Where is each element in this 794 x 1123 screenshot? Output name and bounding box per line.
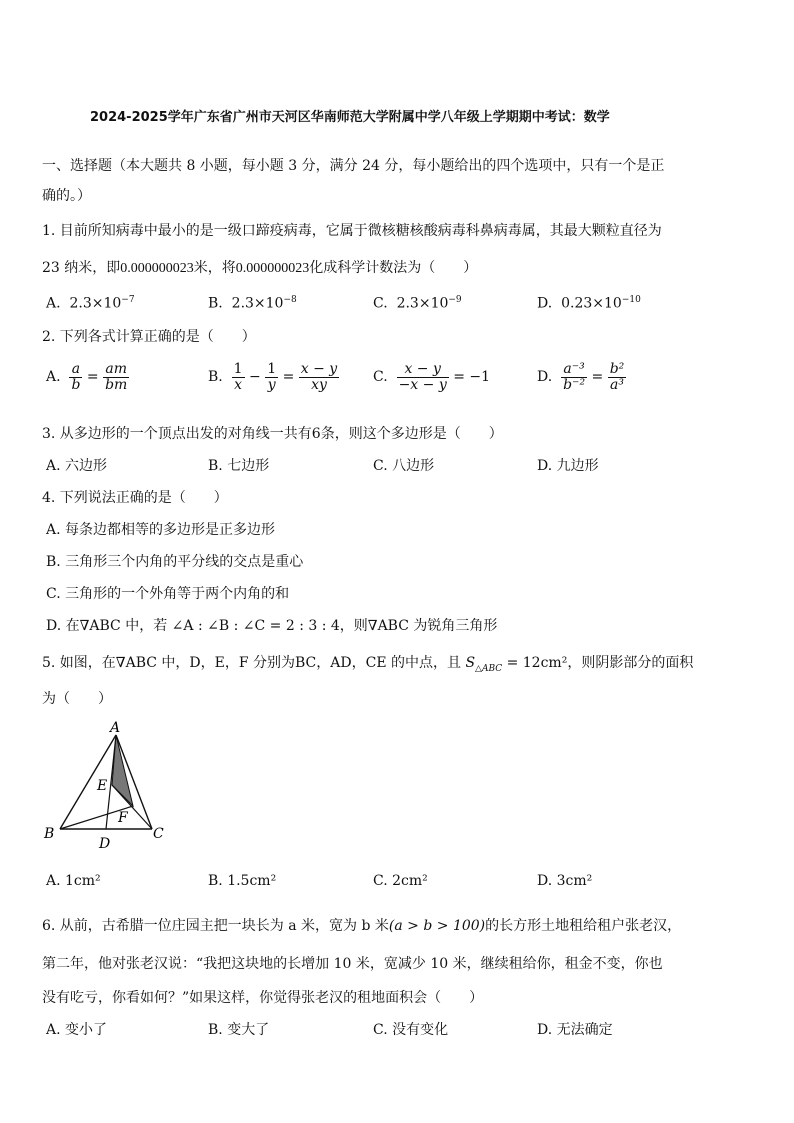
- q6-line2: 第二年，他对张老汉说：“我把这块地的长增加 10 米，宽减少 10 米，继续租给你，租金不变，你也: [42, 956, 663, 972]
- q5-line1: [42, 652, 693, 674]
- q2-option-c[interactable]: [373, 362, 490, 392]
- fraction: $\frac{am}{bm}$: [105, 361, 128, 393]
- page-title: 2024-2025学年广东省广州市天河区华南师范大学附属中学八年级上学期期中考试：数学: [90, 110, 610, 125]
- vertex-label-c: C: [153, 826, 164, 842]
- option-value: 0.23×10: [561, 295, 622, 312]
- option-label: C.: [373, 369, 388, 386]
- q6-line1-a: 6. 从前，古希腊一位庄园主把一块长为 a 米，宽为 b 米: [42, 918, 389, 934]
- q4-stem: 4. 下列说法正确的是（ ）: [42, 490, 228, 506]
- q1-line2-c: 化成科学计数法为（ ）: [309, 260, 478, 276]
- option-value: 2.3×10: [231, 295, 284, 312]
- area-subscript: △ABC: [475, 663, 503, 674]
- equation-rhs: = −1: [453, 369, 491, 386]
- point-label-e: E: [97, 778, 108, 794]
- q1-option-b[interactable]: [208, 295, 297, 312]
- q4-option-b[interactable]: B. 三角形三个内角的平分线的交点是重心: [46, 554, 304, 570]
- point-label-d: D: [99, 836, 111, 852]
- fraction: $\frac{\text{b²}}{\text{a³}}$: [609, 361, 625, 393]
- q3-option-c[interactable]: C. 八边形: [373, 458, 435, 474]
- section-header-line2: 确的。）: [42, 188, 91, 204]
- option-label: A.: [46, 295, 61, 312]
- fraction: $\frac{1}{x}$: [233, 361, 243, 393]
- q3-option-d[interactable]: D. 九边形: [537, 458, 599, 474]
- q1-option-a[interactable]: [46, 295, 135, 312]
- q1-line2-a: 23 纳米，即: [42, 260, 121, 276]
- vertex-label-b: B: [44, 826, 55, 842]
- q6-line1: [42, 915, 681, 935]
- q1-number-2: 0.000000023: [235, 261, 310, 276]
- q2-stem: 2. 下列各式计算正确的是（ ）: [42, 329, 256, 345]
- q5-option-c[interactable]: C. 2cm²: [373, 873, 428, 889]
- q1-line1: 1. 目前所知病毒中最小的是一级口蹄疫病毒，它属于微核糖核酸病毒科鼻病毒属，其最大颗粒直径为: [42, 223, 662, 239]
- q6-line1-b: 的长方形土地租给租户张老汉，: [485, 918, 682, 934]
- q3-stem: 3. 从多边形的一个顶点出发的对角线一共有6条，则这个多边形是（ ）: [42, 426, 503, 442]
- option-value: 2.3×10: [69, 295, 122, 312]
- option-value: 2.3×10: [396, 295, 449, 312]
- triangle-figure: [40, 718, 180, 853]
- q6-option-c[interactable]: C. 没有变化: [373, 1022, 449, 1038]
- q4-option-c[interactable]: C. 三角形的一个外角等于两个内角的和: [46, 586, 290, 602]
- q6-option-b[interactable]: B. 变大了: [208, 1022, 270, 1038]
- area-value: = 12cm²: [506, 655, 568, 671]
- fraction: $\frac{a}{b}$: [71, 361, 81, 393]
- option-label: B.: [208, 369, 223, 386]
- q6-option-d[interactable]: D. 无法确定: [537, 1022, 613, 1038]
- option-label: B.: [208, 295, 223, 312]
- fraction: $\frac{x - y}{xy}$: [300, 361, 338, 393]
- fraction: $\frac{\text{a⁻³}}{\text{b⁻²}}$: [563, 361, 586, 393]
- q6-option-a[interactable]: A. 变小了: [46, 1022, 108, 1038]
- option-exponent: −7: [121, 295, 135, 305]
- q2-option-a[interactable]: A. $\frac{a}{b}$ = $\frac{am}{bm}$: [46, 361, 128, 393]
- q3-option-a[interactable]: A. 六边形: [46, 458, 108, 474]
- q1-line2: [42, 257, 477, 277]
- option-exponent: −10: [621, 295, 641, 305]
- point-label-f: F: [118, 810, 128, 826]
- fraction: $\frac{x - y}{-x - y}$: [398, 361, 447, 393]
- q1-number-1: 0.000000023: [120, 261, 194, 276]
- q2-option-d[interactable]: D. $\frac{\text{a⁻³}}{\text{b⁻²}}$ = $\frac{\text{b²}}{\text{a³}}$: [537, 361, 625, 393]
- option-label: D.: [537, 295, 553, 312]
- option-exponent: −8: [283, 295, 297, 305]
- q5-option-a[interactable]: A. 1cm²: [46, 873, 101, 889]
- q5-option-d[interactable]: D. 3cm²: [537, 873, 593, 889]
- option-label: C.: [373, 295, 388, 312]
- section-header-line1: 一、选择题（本大题共 8 小题，每小题 3 分，满分 24 分，每小题给出的四个选项中，只有一个是正: [42, 158, 665, 174]
- q4-option-d[interactable]: D. 在∇ABC 中，若 ∠A : ∠B : ∠C = 2 : 3 : 4，则∇ABC 为锐角三角形: [46, 618, 498, 634]
- q4-option-a[interactable]: A. 每条边都相等的多边形是正多边形: [46, 522, 276, 538]
- option-label: A.: [46, 369, 61, 386]
- q1-option-d[interactable]: [537, 295, 641, 312]
- q5-line2: 为（ ）: [42, 691, 112, 707]
- q1-line2-b: 米，将: [193, 260, 236, 276]
- q3-option-b[interactable]: B. 七边形: [208, 458, 270, 474]
- q6-condition: (a > b > 100): [388, 918, 486, 934]
- area-symbol: S: [465, 655, 476, 671]
- q5-option-b[interactable]: B. 1.5cm²: [208, 873, 277, 889]
- option-exponent: −9: [448, 295, 462, 305]
- q2-option-b[interactable]: B. $\frac{1}{x}$ − $\frac{1}{y}$ = $\frac{x - y}{xy}$: [208, 361, 338, 393]
- q6-line3: 没有吃亏，你看如何？”如果这样，你觉得张老汉的租地面积会（ ）: [42, 990, 484, 1006]
- q5-line1-a: 5. 如图，在∇ABC 中，D，E，F 分别为BC，AD，CE 的中点，且: [42, 655, 461, 671]
- vertex-label-a: A: [110, 720, 121, 736]
- q1-option-c[interactable]: [373, 295, 462, 312]
- option-label: D.: [537, 369, 553, 386]
- fraction: $\frac{1}{y}$: [267, 361, 277, 393]
- q5-line1-b: ，则阴影部分的面积: [567, 655, 694, 671]
